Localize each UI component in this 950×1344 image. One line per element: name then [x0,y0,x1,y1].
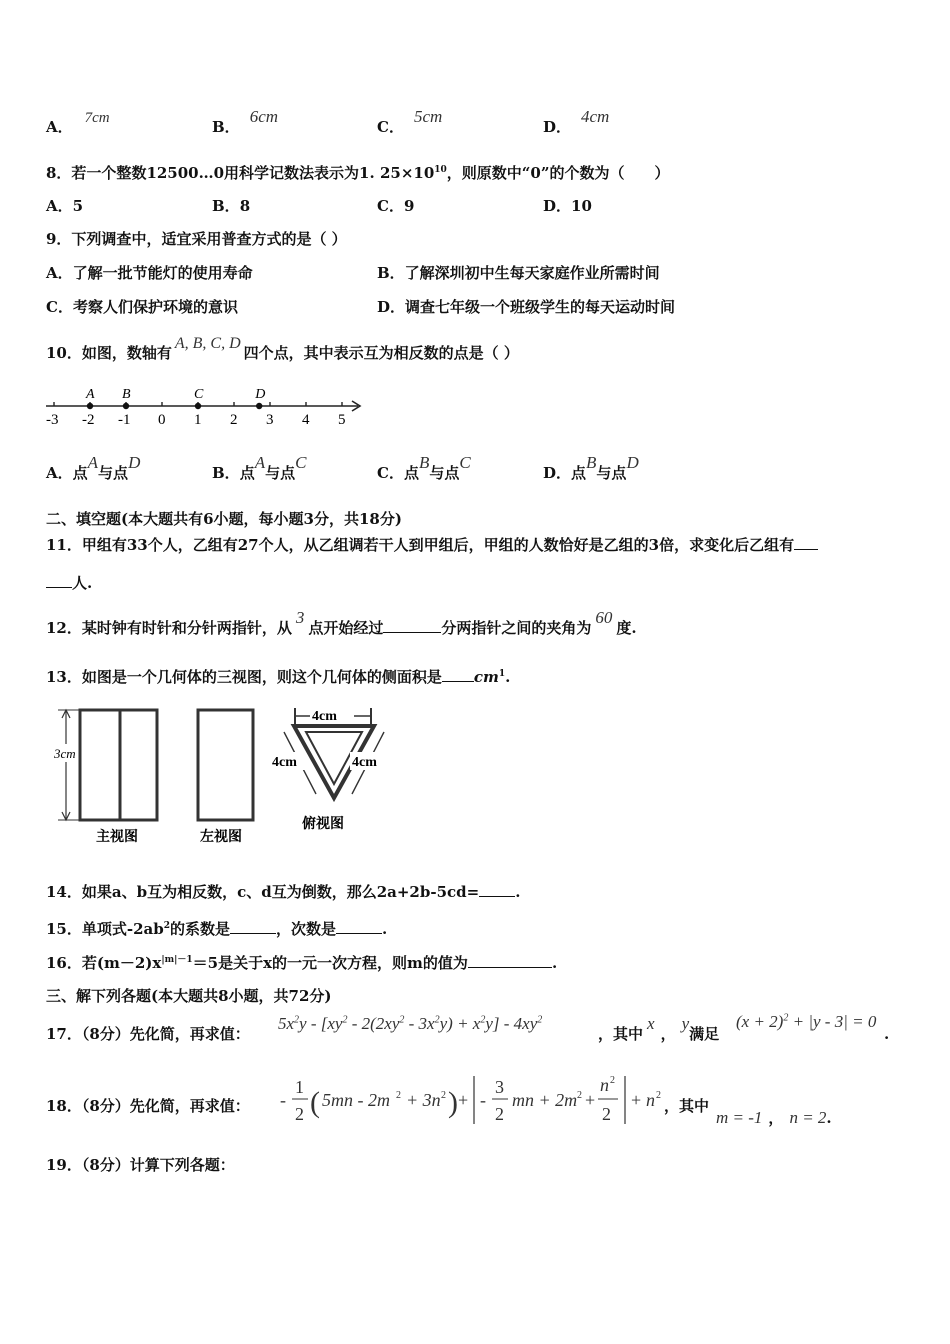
q8-option-b: B．8 [212,197,251,215]
tick-label: -2 [82,412,95,428]
q10-stem: 10．如图，数轴有A, B, C, D四个点，其中表示互为相反数的点是（ ） [46,335,519,362]
svg-text:-: - [280,1090,286,1110]
q14-stem: 14．如果a、b互为相反数，c、d互为倒数，那么2a+2b-5cd= . [46,883,521,901]
q17-condition: $(x + 2)^2 + |y - 3| = 0$ [736,1012,877,1031]
q18-expression [278,1068,670,1130]
q17-expression: $5x^2y - [xy^2 - 2(2xy^2 - 3x^2y) + x^2y] - 4xy^2$ [278,1014,543,1033]
svg-text:-: - [480,1090,486,1110]
point-C [195,403,201,409]
svg-text:2: 2 [441,1090,446,1101]
svg-text:2: 2 [610,1075,615,1086]
tick-label: 1 [194,412,202,428]
point-label-C: C [194,387,204,402]
svg-text:n: n [646,1090,655,1110]
svg-text:+: + [631,1090,642,1110]
q7-option-a: A． 7cm [46,110,110,136]
svg-text:5mn - 2m: 5mn - 2m [322,1090,390,1110]
q10-option-b: B．点A与点C [212,453,307,482]
q8-option-a: A．5 [46,197,84,215]
q10-option-c: C．点B与点C [377,453,471,482]
svg-text:2: 2 [396,1090,401,1101]
tick-label: 5 [338,412,346,428]
q13-stem: 13．如图是一个几何体的三视图，则这个几何体的侧面积是 $cm^1$. [46,668,511,686]
side-view-caption: 左视图 [200,830,242,845]
q9-option-a: A．了解一批节能灯的使用寿命 [46,264,253,282]
q11-stem: 11．甲组有33个人，乙组有27个人，从乙组调若干人到甲组后，甲组的人数恰好是乙组的3倍，求变化后乙组有 [46,535,818,555]
point-B [123,403,129,409]
q10-option-a: A．点A与点D [46,453,141,482]
q17-where: ，其中x，y满足 [598,1014,720,1043]
q18-label: 18．（8分）先化简，再求值： [46,1097,250,1115]
tick-label: 0 [158,412,166,428]
svg-text:2: 2 [602,1104,611,1124]
q11-tail: 人. [46,573,92,593]
tick-label: -1 [118,412,131,428]
point-label-B: B [122,387,131,402]
section-3-heading: 三、解下列各题(本大题共8小题，共72分) [46,987,332,1005]
svg-text:2: 2 [656,1090,661,1101]
q18-values: m = -1 ， n = 2. [716,1108,832,1127]
q10-option-d: D．点B与点D [543,453,639,482]
point-label-A: A [86,387,95,402]
q8-option-c: C．9 [377,197,415,215]
svg-text:): ) [448,1086,458,1119]
svg-text:2: 2 [577,1090,582,1101]
q7-option-b: B．6cm [212,107,279,136]
svg-text:1: 1 [295,1077,304,1097]
q7-option-d: D．4cm [543,107,610,136]
point-A [87,403,93,409]
point-label-D: D [255,387,266,402]
q8-stem: 8．若一个整数12500…0用科学记数法表示为1. $25\times 10^{10}$，则原数中“0”的个数为（ ） [46,164,670,182]
tick-label: 4 [302,412,310,428]
three-views-figure [44,698,404,853]
q7-option-c: C．5cm [377,107,443,136]
svg-text:3: 3 [495,1077,504,1097]
top-length-label: 4cm [312,709,337,724]
number-line [40,380,370,430]
svg-text:(: ( [310,1086,320,1119]
top-right-label: 4cm [352,755,377,770]
q17-period: . [884,1025,890,1043]
q9-option-b: B．了解深圳初中生每天家庭作业所需时间 [377,264,660,282]
q18-where: ，其中 [664,1097,710,1115]
top-left-label: 4cm [272,755,297,770]
svg-text:2: 2 [295,1104,304,1124]
svg-text:2: 2 [495,1104,504,1124]
svg-text:+: + [458,1090,469,1110]
point-D [256,403,262,409]
q15-stem: 15．单项式$-2ab^2$的系数是 ，次数是 . [46,920,388,938]
tick-label: 2 [230,412,238,428]
svg-text:n: n [600,1075,609,1095]
tick-label: -3 [46,412,59,428]
section-2-heading: 二、填空题(本大题共有6小题，每小题3分，共18分) [46,510,402,528]
svg-text:mn + 2m: mn + 2m [512,1090,578,1110]
q9-option-d: D．调查七年级一个班级学生的每天运动时间 [377,298,676,316]
height-label: 3cm [54,746,76,761]
top-view-caption: 俯视图 [302,817,344,832]
q12-stem: 12．某时钟有时针和分针两指针，从3点开始经过 分两指针之间的夹角为60度. [46,608,637,637]
q9-stem: 9．下列调查中，适宜采用普查方式的是（ ） [46,230,347,248]
tick-label: 3 [266,412,274,428]
svg-text:+ 3n: + 3n [406,1090,441,1110]
q17-label: 17．（8分）先化简，再求值： [46,1025,250,1043]
front-view-caption: 主视图 [96,830,138,845]
q16-stem: 16．若$(m-2)x^{|m|-1}=5$是关于x的一元一次方程，则m的值为 . [46,954,558,972]
q8-option-d: D．10 [543,197,592,215]
q9-option-c: C．考察人们保护环境的意识 [46,298,238,316]
q19-label: 19．（8分）计算下列各题： [46,1156,235,1174]
svg-text:+: + [585,1090,596,1110]
